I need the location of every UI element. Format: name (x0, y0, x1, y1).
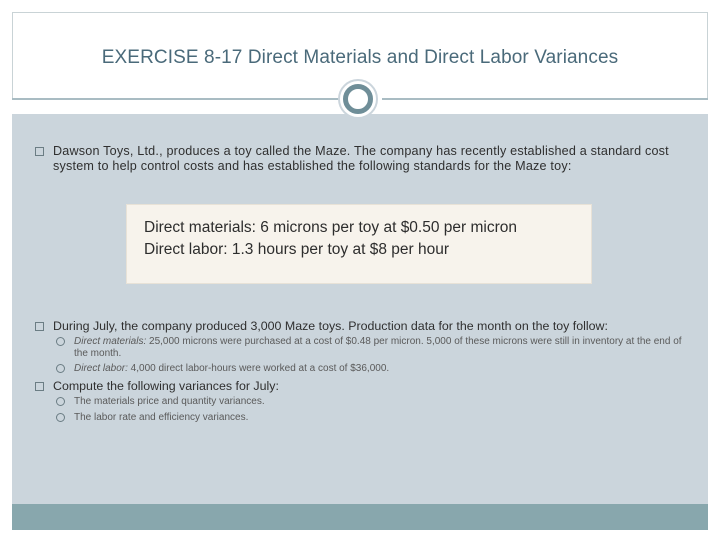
square-bullet-icon (35, 322, 44, 331)
circle-bullet-icon (56, 413, 65, 422)
production-item-label: Direct labor: (74, 363, 128, 374)
production-item-materials (74, 336, 694, 359)
production-item-text: 4,000 direct labor-hours were worked at a cost of $36,000. (127, 363, 390, 374)
production-item-labor (74, 363, 694, 375)
ring-icon (343, 84, 373, 114)
compute-paragraph: Compute the following variances for July: (53, 379, 279, 393)
circle-bullet-icon (56, 337, 65, 346)
square-bullet-icon (35, 382, 44, 391)
standard-direct-labor: Direct labor: 1.3 hours per toy at $8 per hour (144, 241, 449, 258)
square-bullet-icon (35, 147, 44, 156)
compute-item: The materials price and quantity variances. (74, 396, 265, 407)
title-rule-right (382, 98, 708, 100)
title-rule-left (12, 98, 340, 100)
slide-title: EXERCISE 8-17 Direct Materials and Direct Labor Variances (101, 47, 619, 68)
circle-bullet-icon (56, 364, 65, 373)
production-item-text: 25,000 microns were purchased at a cost of $0.48 per micron. 5,000 of these microns were still in inventory at the end of the month. (74, 336, 682, 359)
production-paragraph: During July, the company produced 3,000 Maze toys. Production data for the month on the toy follow: (53, 319, 608, 333)
circle-bullet-icon (56, 397, 65, 406)
intro-paragraph: Dawson Toys, Ltd., produces a toy called the Maze. The company has recently established a standard cost system to help control costs and has established the following standards for the Maze toy: (53, 144, 669, 173)
production-item-label: Direct materials: (74, 336, 147, 347)
standard-direct-materials: Direct materials: 6 microns per toy at $0.50 per micron (144, 219, 517, 236)
footer-bar (12, 504, 708, 530)
compute-item: The labor rate and efficiency variances. (74, 412, 249, 423)
